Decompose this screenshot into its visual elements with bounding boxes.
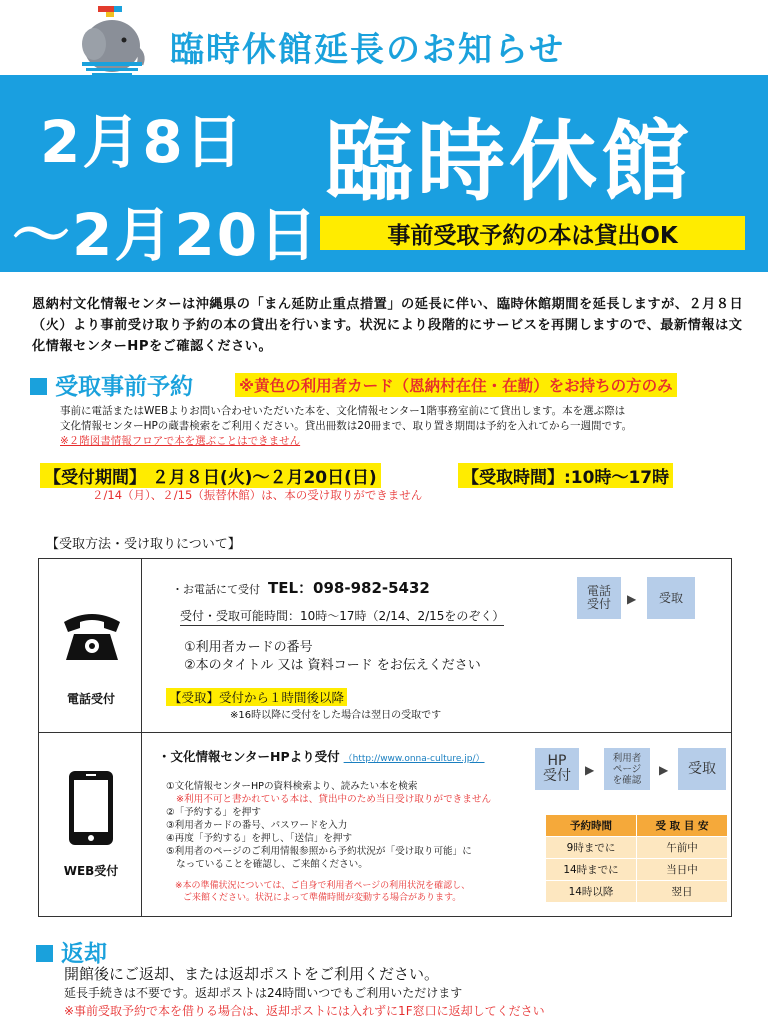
return-warning: ※事前受取予約で本を借りる場合は、返却ポストには入れずに1F窓口に返却してください [64, 1004, 545, 1018]
phone-pickup-note: ※16時以降に受付をした場合は翌日の受取です [230, 710, 442, 721]
phone-number[interactable]: TEL：098-982-5432 [268, 579, 430, 597]
sub-banner: 事前受取予約の本は貸出OK [320, 216, 745, 250]
eligibility-note: ※黄色の利用者カード（恩納村在住・在勤）をお持ちの方のみ [235, 373, 677, 397]
flow-web-pickup: 受取 [678, 748, 726, 790]
web-reception-label: WEB受付 [63, 864, 119, 878]
web-step-1: ①文化情報センターHPの資料検索より、読みたい本を検索 [166, 781, 418, 792]
main-title: 臨時休館 [325, 110, 694, 213]
pickup-time: 【受取時間】:10時～17時 [458, 463, 673, 488]
web-step-5-cont: なっていることを確認し、ご来館ください。 [176, 859, 368, 870]
reception-hours: 受付・受取可能時間：10時～17時（2/14、2/15をのぞく） [180, 607, 504, 626]
flow-phone-reception: 電話 受付 [577, 577, 621, 619]
telephone-icon [60, 608, 124, 664]
method-box-divider [38, 732, 732, 733]
flow-arrow-icon: ▶ [627, 592, 637, 606]
website-link[interactable]: （http://www.onna-culture.jp/） [343, 754, 485, 764]
reservation-heading: 受取事前予約 [30, 368, 193, 401]
table-header: 予約時間 [546, 815, 637, 837]
square-bullet-icon [36, 945, 53, 962]
table-row: 14時までに 当日中 [546, 859, 728, 881]
table-header-row [546, 815, 728, 837]
return-instruction: 開館後にご返却、または返却ポストをご利用ください。 [64, 965, 440, 983]
reservation-description: 事前に電話またはWEBよりお問い合わせいただいた本を、文化情報センター1階事務室前にて貸出します。本を選ぶ際は 文化情報センターHPの蔵書検索をご利用ください。貸出冊数は20冊まで、取り置き期間は予約を入れてから一週間です。 ※２階図書情報フロアで本を選ぶことはできません [60, 405, 633, 447]
table-row: 9時までに 午前中 [546, 837, 728, 859]
web-reception-heading: ・文化情報センターHPより受付 （http://www.onna-culture.jp/） [158, 749, 485, 764]
square-bullet-icon [30, 378, 47, 395]
flow-check-user-page: 利用者 ページ を確認 [604, 748, 650, 790]
intro-text: 恩納村文化情報センターは沖縄県の「まん延防止重点措置」の延長に伴い、臨時休館期間を延長しますが、２月８日（火）より事前受け取り予約の本の貸出を行います。状況により段階的にサービスを再開しますので、最新情報は文化情報センターHPをご確認ください。 [32, 297, 744, 354]
phone-reception-label: 電話受付 [66, 692, 115, 706]
tel-line: ・お電話にて受付 TEL：098-982-5432 [172, 579, 430, 597]
web-step-2: ②「予約する」を押す [166, 807, 261, 818]
flow-arrow-icon: ▶ [585, 763, 595, 777]
web-step-1-note: ※利用不可と書かれている本は、貸出中のため当日受け取りができません [176, 794, 492, 805]
period-note: ２/14（月）、２/15（振替休館）は、本の受け取りができません [92, 488, 423, 502]
web-step-5: ⑤利用者のページのご利用情報参照から予約状況が「受け取り可能」に [166, 846, 472, 857]
web-preparation-note: ※本の準備状況については、ご自身で利用者ページの利用状況を確認し、 ご来館ください。状況によって準備時間が変動する場合があります。 [175, 881, 471, 903]
flow-arrow-icon: ▶ [659, 763, 669, 777]
closure-start-date: 2月8日 [40, 108, 245, 176]
flow-hp-reception: HP 受付 [535, 748, 579, 790]
requirement-card-number: ①利用者カードの番号 [184, 640, 313, 655]
reception-period: 【受付期間】 ２月８日(火)～２月20日(日) [40, 463, 381, 488]
table-header: 受 取 目 安 [637, 815, 728, 837]
closure-end-date: ～2月20日 [12, 201, 320, 269]
table-row: 14時以降 翌日 [546, 881, 728, 903]
web-step-3: ③利用者カードの番号、パスワードを入力 [166, 820, 348, 831]
notice-title: 臨時休館延長のお知らせ [170, 30, 565, 70]
requirement-title: ②本のタイトル 又は 資料コード をお伝えください [184, 658, 481, 673]
return-info: 延長手続きは不要です。返却ポストは24時間いつでもご利用いただけます [64, 986, 463, 1000]
method-title: 【受取方法・受け取りについて】 [46, 537, 241, 552]
phone-pickup-timing: 【受取】受付から１時間後以降 [166, 688, 347, 706]
smartphone-icon [68, 770, 114, 846]
flow-pickup: 受取 [647, 577, 695, 619]
pickup-schedule-table [545, 815, 727, 902]
web-step-4: ④再度「予約する」を押し、「送信」を押す [166, 833, 353, 844]
return-heading: 返却 [36, 935, 107, 968]
elephant-mascot-logo [72, 4, 150, 78]
